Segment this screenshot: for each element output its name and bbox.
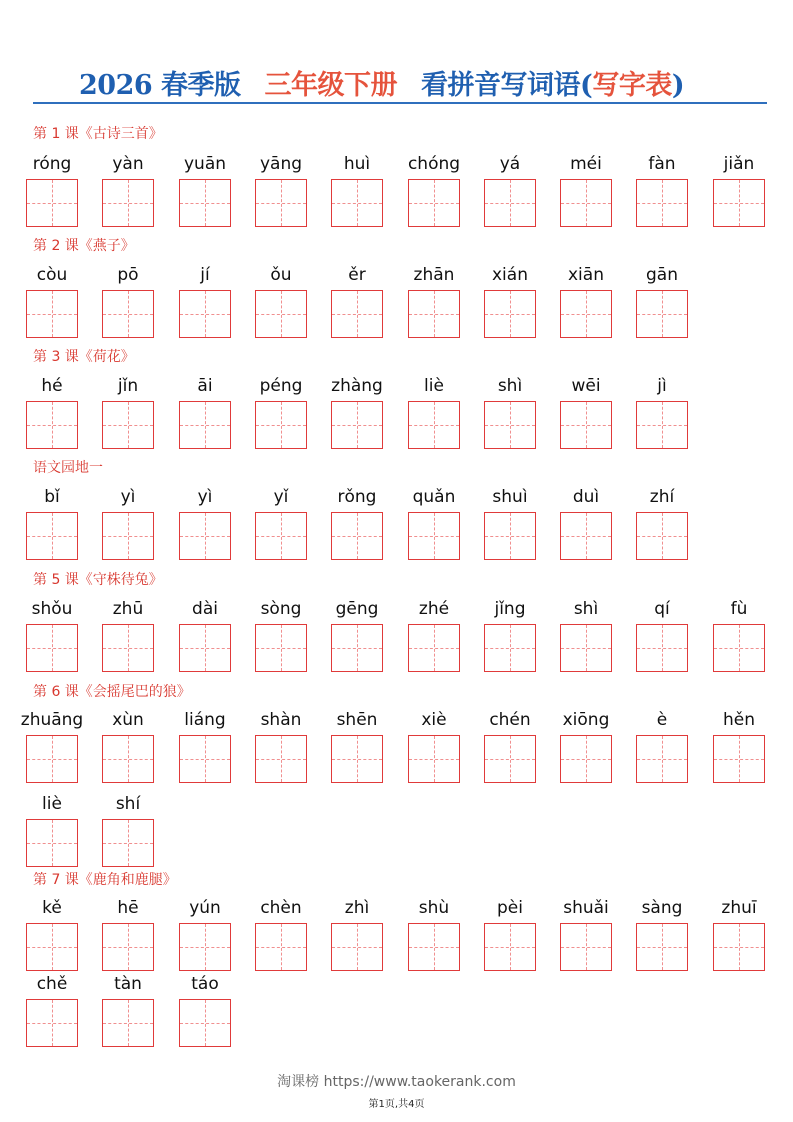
pinyin-label: chóng xyxy=(407,154,461,174)
grid-guide-horizontal xyxy=(180,203,230,204)
grid-guide-horizontal xyxy=(27,314,77,315)
grid-guide-horizontal xyxy=(561,536,611,537)
pinyin-label: zhuī xyxy=(721,898,757,918)
grid-guide-horizontal xyxy=(103,648,153,649)
writing-grid-box[interactable] xyxy=(484,923,536,971)
writing-grid-box[interactable] xyxy=(560,179,612,227)
pinyin-row xyxy=(20,710,766,780)
writing-grid-box[interactable] xyxy=(179,624,231,672)
grid-guide-horizontal xyxy=(103,947,153,948)
pinyin-label: gēng xyxy=(335,599,379,619)
writing-grid-box[interactable] xyxy=(408,923,460,971)
writing-grid-box[interactable] xyxy=(331,735,383,783)
writing-grid-box[interactable] xyxy=(255,735,307,783)
pinyin-label: zhé xyxy=(418,599,450,619)
writing-grid-box[interactable] xyxy=(179,290,231,338)
writing-grid-box[interactable] xyxy=(636,624,688,672)
pinyin-label: zhàng xyxy=(331,376,383,396)
writing-grid-box[interactable] xyxy=(102,401,154,449)
grid-guide-horizontal xyxy=(561,947,611,948)
grid-guide-horizontal xyxy=(561,203,611,204)
pinyin-label: sàng xyxy=(641,898,683,918)
pinyin-label: shì xyxy=(573,599,599,619)
writing-grid-box[interactable] xyxy=(102,290,154,338)
pinyin-label: qí xyxy=(654,599,670,619)
pinyin-label: jiǎn xyxy=(723,154,755,174)
writing-grid-box[interactable] xyxy=(560,624,612,672)
writing-grid-box[interactable] xyxy=(560,290,612,338)
grid-guide-horizontal xyxy=(256,203,306,204)
pinyin-label: sòng xyxy=(260,599,302,619)
lesson-title: 第 6 课《会摇尾巴的狼》 xyxy=(33,684,191,700)
writing-grid-box[interactable] xyxy=(179,512,231,560)
writing-grid-box[interactable] xyxy=(408,624,460,672)
grid-guide-horizontal xyxy=(332,425,382,426)
writing-grid-box[interactable] xyxy=(26,512,78,560)
grid-guide-horizontal xyxy=(561,648,611,649)
grid-guide-horizontal xyxy=(103,425,153,426)
grid-guide-horizontal xyxy=(332,314,382,315)
writing-grid-box[interactable] xyxy=(102,923,154,971)
pinyin-label: jì xyxy=(657,376,667,396)
pinyin-row xyxy=(26,974,766,1044)
pinyin-label: fù xyxy=(730,599,748,619)
pinyin-label: shí xyxy=(115,794,141,814)
pinyin-label: chě xyxy=(36,974,68,994)
grid-guide-horizontal xyxy=(332,947,382,948)
pinyin-label: péng xyxy=(259,376,303,396)
pinyin-label: liáng xyxy=(184,710,226,730)
pinyin-label: chèn xyxy=(260,898,302,918)
writing-grid-box[interactable] xyxy=(408,179,460,227)
grid-guide-horizontal xyxy=(332,648,382,649)
writing-grid-box[interactable] xyxy=(255,512,307,560)
pinyin-label: xiōng xyxy=(562,710,610,730)
grid-guide-horizontal xyxy=(180,759,230,760)
grid-guide-horizontal xyxy=(180,947,230,948)
pinyin-row xyxy=(26,794,766,864)
writing-grid-box[interactable] xyxy=(102,512,154,560)
writing-grid-box[interactable] xyxy=(26,179,78,227)
grid-guide-horizontal xyxy=(637,425,687,426)
grid-guide-horizontal xyxy=(27,203,77,204)
writing-grid-box[interactable] xyxy=(179,179,231,227)
grid-guide-horizontal xyxy=(332,759,382,760)
pinyin-label: yǐ xyxy=(273,487,289,507)
grid-guide-horizontal xyxy=(409,203,459,204)
title-task: 看拼音写词语( xyxy=(421,70,593,101)
pinyin-label: xiè xyxy=(421,710,447,730)
pinyin-label: hē xyxy=(117,898,139,918)
pinyin-label: liè xyxy=(424,376,444,396)
title-table: 写字表 xyxy=(592,70,672,101)
pinyin-label: yì xyxy=(120,487,136,507)
pinyin-label: róng xyxy=(32,154,72,174)
pinyin-label: yá xyxy=(499,154,521,174)
grid-guide-horizontal xyxy=(485,648,535,649)
writing-grid-box[interactable] xyxy=(636,401,688,449)
grid-guide-horizontal xyxy=(714,648,764,649)
grid-guide-horizontal xyxy=(256,425,306,426)
grid-guide-horizontal xyxy=(256,947,306,948)
writing-grid-box[interactable] xyxy=(331,512,383,560)
pinyin-label: fàn xyxy=(648,154,676,174)
writing-grid-box[interactable] xyxy=(560,735,612,783)
pinyin-label: yì xyxy=(197,487,213,507)
lesson-title: 第 7 课《鹿角和鹿腿》 xyxy=(33,872,177,888)
grid-guide-horizontal xyxy=(180,314,230,315)
pinyin-label: xiān xyxy=(568,265,604,285)
grid-guide-horizontal xyxy=(561,425,611,426)
writing-grid-box[interactable] xyxy=(484,512,536,560)
pinyin-row xyxy=(26,599,766,669)
pinyin-row xyxy=(26,487,766,557)
grid-guide-horizontal xyxy=(409,947,459,948)
pinyin-label: gān xyxy=(646,265,678,285)
grid-guide-horizontal xyxy=(409,648,459,649)
writing-grid-box[interactable] xyxy=(255,290,307,338)
writing-grid-box[interactable] xyxy=(179,923,231,971)
pinyin-label: āi xyxy=(197,376,213,396)
writing-grid-box[interactable] xyxy=(26,735,78,783)
pinyin-label: shēn xyxy=(336,710,378,730)
pinyin-label: quǎn xyxy=(412,487,456,507)
grid-guide-horizontal xyxy=(485,536,535,537)
pinyin-label: chén xyxy=(489,710,531,730)
writing-grid-box[interactable] xyxy=(331,179,383,227)
writing-grid-box[interactable] xyxy=(484,179,536,227)
grid-guide-horizontal xyxy=(409,425,459,426)
grid-guide-horizontal xyxy=(103,203,153,204)
grid-guide-horizontal xyxy=(714,947,764,948)
writing-grid-box[interactable] xyxy=(255,624,307,672)
pinyin-label: yún xyxy=(189,898,221,918)
pinyin-label: duì xyxy=(572,487,600,507)
pinyin-label: táo xyxy=(191,974,219,994)
pinyin-label: huì xyxy=(343,154,371,174)
grid-guide-horizontal xyxy=(637,314,687,315)
grid-guide-horizontal xyxy=(27,425,77,426)
writing-grid-box[interactable] xyxy=(255,179,307,227)
title-grade: 三年级下册 xyxy=(264,70,398,101)
title-edition: 2026 春季版 xyxy=(79,70,241,101)
pinyin-label: pèi xyxy=(497,898,523,918)
writing-grid-box[interactable] xyxy=(26,923,78,971)
writing-grid-box[interactable] xyxy=(484,735,536,783)
grid-guide-horizontal xyxy=(256,759,306,760)
pinyin-label: shù xyxy=(418,898,450,918)
writing-grid-box[interactable] xyxy=(713,624,765,672)
writing-grid-box[interactable] xyxy=(179,999,231,1047)
pinyin-label: shì xyxy=(497,376,523,396)
pinyin-label: còu xyxy=(36,265,68,285)
grid-guide-horizontal xyxy=(409,314,459,315)
pinyin-row xyxy=(26,898,766,968)
pinyin-label: shàn xyxy=(260,710,302,730)
grid-guide-horizontal xyxy=(485,314,535,315)
writing-grid-box[interactable] xyxy=(636,290,688,338)
grid-guide-horizontal xyxy=(561,759,611,760)
grid-guide-horizontal xyxy=(180,648,230,649)
pinyin-label: wēi xyxy=(571,376,601,396)
grid-guide-horizontal xyxy=(409,536,459,537)
pinyin-label: jǐn xyxy=(117,376,139,396)
grid-guide-horizontal xyxy=(714,203,764,204)
pinyin-label: yāng xyxy=(259,154,303,174)
writing-grid-box[interactable] xyxy=(102,735,154,783)
pinyin-label: hé xyxy=(41,376,63,396)
writing-grid-box[interactable] xyxy=(636,923,688,971)
pinyin-label: tàn xyxy=(114,974,142,994)
pinyin-row xyxy=(26,265,766,335)
grid-guide-horizontal xyxy=(714,759,764,760)
grid-guide-horizontal xyxy=(103,314,153,315)
pinyin-label: shǒu xyxy=(31,599,73,619)
writing-grid-box[interactable] xyxy=(255,401,307,449)
pinyin-label: ǒu xyxy=(270,265,292,285)
pinyin-label: zhì xyxy=(344,898,370,918)
pinyin-label: shuǎi xyxy=(563,898,609,918)
pinyin-label: dài xyxy=(192,599,218,619)
writing-grid-box[interactable] xyxy=(408,512,460,560)
grid-guide-horizontal xyxy=(27,843,77,844)
writing-grid-box[interactable] xyxy=(560,401,612,449)
grid-guide-horizontal xyxy=(485,759,535,760)
pinyin-label: è xyxy=(656,710,668,730)
grid-guide-horizontal xyxy=(332,536,382,537)
pinyin-label: ěr xyxy=(348,265,366,285)
grid-guide-horizontal xyxy=(180,1023,230,1024)
footer-page-number: 第1页,共4页 xyxy=(368,1099,425,1110)
grid-guide-horizontal xyxy=(27,759,77,760)
lesson-title: 第 2 课《燕子》 xyxy=(33,238,135,254)
writing-grid-box[interactable] xyxy=(102,819,154,867)
pinyin-label: hěn xyxy=(722,710,755,730)
writing-grid-box[interactable] xyxy=(255,923,307,971)
pinyin-label: zhí xyxy=(649,487,675,507)
lesson-title: 第 5 课《守株待兔》 xyxy=(33,572,163,588)
page-title xyxy=(79,70,684,102)
pinyin-label: bǐ xyxy=(44,487,60,507)
writing-grid-box[interactable] xyxy=(713,179,765,227)
writing-grid-box[interactable] xyxy=(636,512,688,560)
writing-grid-box[interactable] xyxy=(636,735,688,783)
pinyin-label: pō xyxy=(117,265,139,285)
grid-guide-horizontal xyxy=(103,759,153,760)
grid-guide-horizontal xyxy=(103,843,153,844)
writing-grid-box[interactable] xyxy=(331,624,383,672)
writing-grid-box[interactable] xyxy=(331,401,383,449)
writing-grid-box[interactable] xyxy=(26,819,78,867)
writing-grid-box[interactable] xyxy=(26,999,78,1047)
writing-grid-box[interactable] xyxy=(484,401,536,449)
pinyin-label: rǒng xyxy=(337,487,377,507)
writing-grid-box[interactable] xyxy=(713,735,765,783)
writing-grid-box[interactable] xyxy=(408,290,460,338)
writing-grid-box[interactable] xyxy=(636,179,688,227)
writing-grid-box[interactable] xyxy=(26,290,78,338)
lesson-title: 第 3 课《荷花》 xyxy=(33,349,135,365)
grid-guide-horizontal xyxy=(27,1023,77,1024)
grid-guide-horizontal xyxy=(103,536,153,537)
pinyin-label: zhū xyxy=(112,599,144,619)
pinyin-row xyxy=(26,376,766,446)
writing-grid-box[interactable] xyxy=(179,735,231,783)
grid-guide-horizontal xyxy=(180,536,230,537)
writing-grid-box[interactable] xyxy=(102,999,154,1047)
writing-grid-box[interactable] xyxy=(484,624,536,672)
grid-guide-horizontal xyxy=(256,648,306,649)
grid-guide-horizontal xyxy=(485,947,535,948)
pinyin-label: yàn xyxy=(112,154,144,174)
writing-grid-box[interactable] xyxy=(560,512,612,560)
grid-guide-horizontal xyxy=(561,314,611,315)
writing-grid-box[interactable] xyxy=(26,401,78,449)
grid-guide-horizontal xyxy=(485,425,535,426)
grid-guide-horizontal xyxy=(485,203,535,204)
writing-grid-box[interactable] xyxy=(102,179,154,227)
pinyin-label: xián xyxy=(492,265,528,285)
lesson-title: 第 1 课《古诗三首》 xyxy=(33,126,163,142)
grid-guide-horizontal xyxy=(27,648,77,649)
grid-guide-horizontal xyxy=(180,425,230,426)
writing-grid-box[interactable] xyxy=(26,624,78,672)
pinyin-label: méi xyxy=(570,154,602,174)
pinyin-row xyxy=(26,154,766,224)
grid-guide-horizontal xyxy=(637,759,687,760)
pinyin-label: zhuāng xyxy=(20,710,84,730)
pinyin-label: xùn xyxy=(112,710,144,730)
pinyin-label: shuì xyxy=(492,487,528,507)
writing-grid-box[interactable] xyxy=(560,923,612,971)
grid-guide-horizontal xyxy=(637,203,687,204)
writing-grid-box[interactable] xyxy=(484,290,536,338)
lesson-title: 语文园地一 xyxy=(33,460,103,476)
writing-grid-box[interactable] xyxy=(331,290,383,338)
grid-guide-horizontal xyxy=(256,536,306,537)
writing-grid-box[interactable] xyxy=(408,735,460,783)
writing-grid-box[interactable] xyxy=(331,923,383,971)
writing-grid-box[interactable] xyxy=(713,923,765,971)
grid-guide-horizontal xyxy=(637,648,687,649)
writing-grid-box[interactable] xyxy=(408,401,460,449)
pinyin-label: kě xyxy=(42,898,62,918)
pinyin-label: yuān xyxy=(183,154,227,174)
pinyin-label: zhān xyxy=(413,265,455,285)
grid-guide-horizontal xyxy=(103,1023,153,1024)
writing-grid-box[interactable] xyxy=(179,401,231,449)
grid-guide-horizontal xyxy=(637,947,687,948)
grid-guide-horizontal xyxy=(409,759,459,760)
grid-guide-horizontal xyxy=(27,536,77,537)
grid-guide-horizontal xyxy=(332,203,382,204)
footer-site: 淘课榜 https://www.taokerank.com xyxy=(277,1074,516,1090)
grid-guide-horizontal xyxy=(256,314,306,315)
grid-guide-horizontal xyxy=(27,947,77,948)
pinyin-label: jǐng xyxy=(494,599,526,619)
pinyin-label: jí xyxy=(200,265,210,285)
title-close: ) xyxy=(671,70,685,101)
pinyin-label: liè xyxy=(42,794,62,814)
grid-guide-horizontal xyxy=(637,536,687,537)
page-header xyxy=(33,70,767,104)
writing-grid-box[interactable] xyxy=(102,624,154,672)
